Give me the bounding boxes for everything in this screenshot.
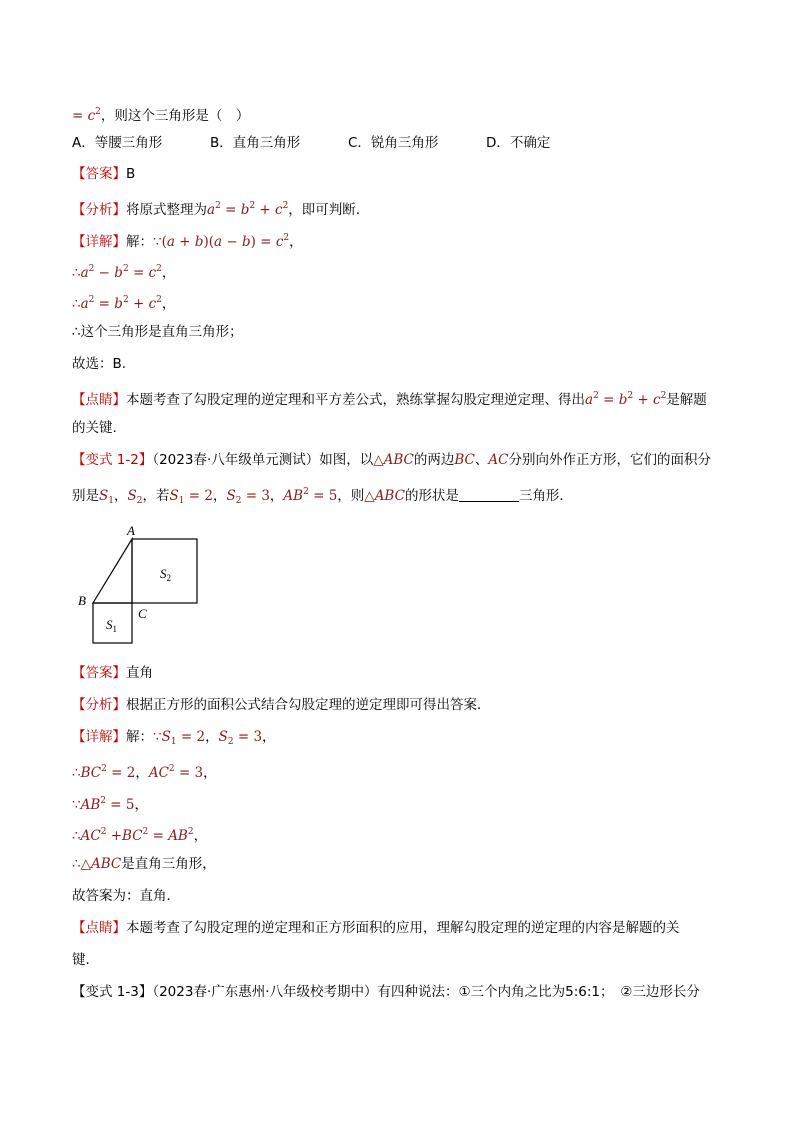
option-b: B．直角三角形 bbox=[210, 135, 301, 151]
label-s2: $S_2$ bbox=[160, 566, 171, 583]
label-s1: $S_1$ bbox=[106, 617, 117, 634]
q2-analysis: 【分析】根据正方形的面积公式结合勾股定理的逆定理即可得出答案． bbox=[72, 697, 491, 713]
q1-choose: 故选：B. bbox=[72, 356, 127, 372]
option-c: C．锐角三角形 bbox=[348, 135, 439, 151]
q1-stem-tail: = $c^2$，则这个三角形是（ ） bbox=[72, 107, 250, 124]
q2-step1: $\therefore BC^2 = 2$，$AC^2 = 3$， bbox=[72, 764, 217, 781]
q2-step3: $\therefore AC^2 +BC^2 = AB^2$， bbox=[72, 827, 208, 844]
option-a: A．等腰三角形 bbox=[72, 135, 163, 151]
q1-comment: 【点睛】本题考查了勾股定理的逆定理和平方差公式，熟练掌握勾股定理逆定理、得出$a^2 = b^2 + c^2$是解题 bbox=[72, 391, 707, 408]
q1-detail: 【详解】解：∵(a + $b)(a - b) = c^2$， bbox=[72, 233, 303, 250]
q2-stem-line2: 别是$S_1$，$S_2$，若$S_1 = 2$，$S_2 = 3$，$AB^2 = 5$，则△ABC的形状是 三角形． bbox=[72, 487, 573, 506]
label-c: C bbox=[138, 606, 147, 621]
option-d: D．不确定 bbox=[486, 135, 551, 151]
q2-detail: 【详解】解：$\because S_1 = 2$，$S_2 = 3$， bbox=[72, 729, 276, 747]
q3-stem: 【变式 1-3】（2023春·广东惠州·八年级校考期中）有四种说法：①三个内角之比为5:6:1； ②三边形长分 bbox=[72, 984, 700, 1000]
q1-step1: $\therefore a^2 - b^2 = c^2$， bbox=[72, 264, 176, 281]
q2-stem-line1: 【变式 1-2】（2023春·八年级单元测试）如图，以△ABC的两边BC、AC分别向外作正方形，它们的面积分 bbox=[72, 452, 711, 468]
q2-answer: 【答案】直角 bbox=[72, 665, 153, 681]
q1-step2: $\therefore a^2 = b^2 + c^2$， bbox=[72, 295, 176, 312]
q2-comment-line2: 键． bbox=[72, 952, 99, 968]
q1-comment-line2: 的关键. bbox=[72, 420, 117, 436]
square-s1 bbox=[93, 603, 132, 643]
q1-conclusion: ∴这个三角形是直角三角形； bbox=[72, 324, 243, 340]
q2-final: 故答案为：直角． bbox=[72, 888, 180, 904]
triangle-abc bbox=[93, 539, 132, 603]
q2-comment: 【点睛】本题考查了勾股定理的逆定理和正方形面积的应用，理解勾股定理的逆定理的内容是解题的关 bbox=[72, 920, 680, 936]
answer-blank bbox=[459, 487, 519, 502]
label-b: B bbox=[78, 593, 86, 608]
q1-options bbox=[72, 133, 624, 153]
label-a: A bbox=[127, 525, 135, 538]
q2-conclusion: ∴△ABC是直角三角形， bbox=[72, 856, 216, 872]
triangle-squares-figure bbox=[76, 525, 206, 650]
q2-step2: $\because AB^2 = 5$， bbox=[72, 796, 148, 813]
q1-answer: 【答案】B bbox=[72, 166, 136, 182]
q1-analysis: 【分析】将原式整理为$a^2 = b^2 + c^2$，即可判断. bbox=[72, 201, 361, 218]
